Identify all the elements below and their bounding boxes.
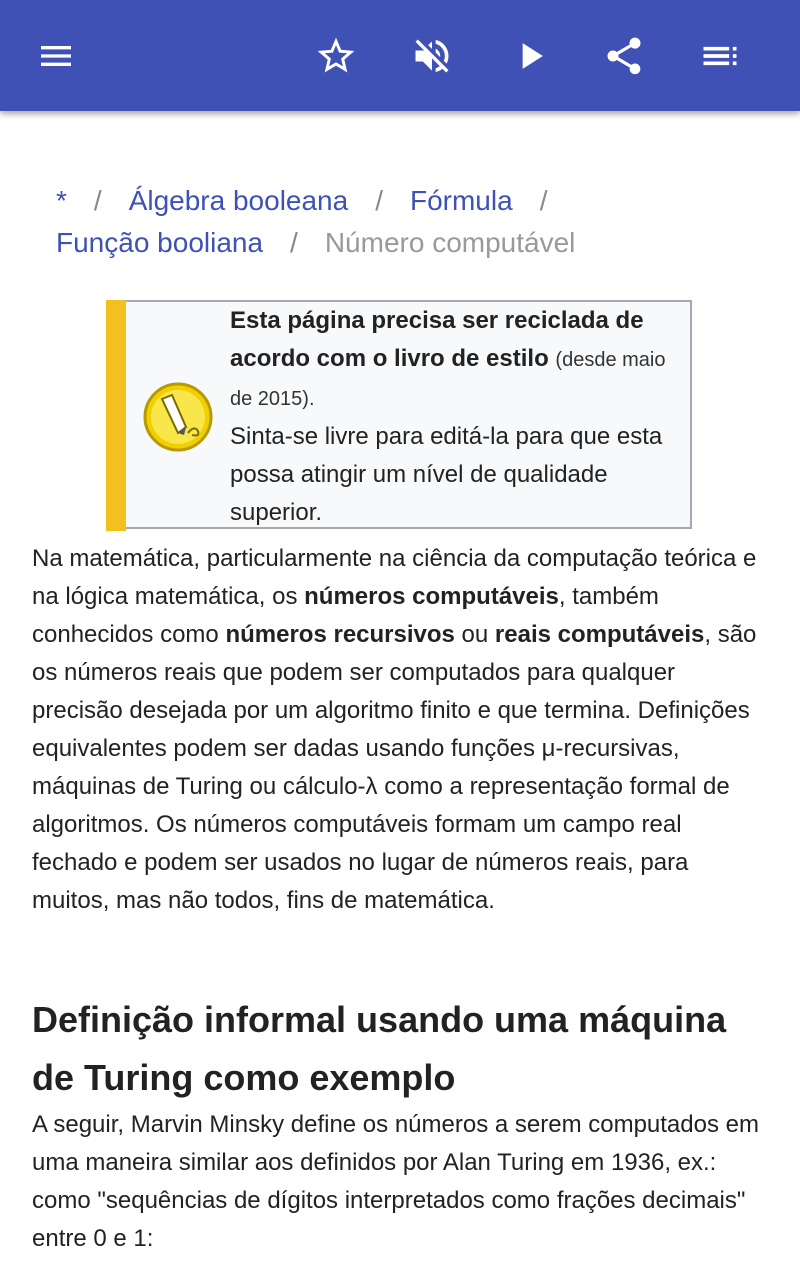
breadcrumb-separator: / bbox=[539, 185, 548, 216]
breadcrumb-item[interactable]: Fórmula bbox=[409, 185, 513, 216]
intro-bold-term: números recursivos bbox=[225, 621, 455, 648]
intro-text: , também conhecidos como bbox=[32, 583, 659, 648]
table-of-contents-icon bbox=[698, 34, 742, 78]
intro-paragraph bbox=[32, 540, 772, 920]
notice-accent-bar bbox=[106, 300, 126, 531]
notice-date: (desde maio de 2015). bbox=[230, 349, 666, 410]
star-outline-icon bbox=[314, 34, 358, 78]
notice-body: Sinta-se livre para editá-la para que esta possa atingir um nível de qualidade superior. bbox=[230, 423, 663, 526]
play-button[interactable] bbox=[502, 28, 558, 84]
breadcrumb-separator: / bbox=[290, 227, 298, 258]
mute-button[interactable] bbox=[404, 28, 460, 84]
volume-off-icon bbox=[410, 34, 454, 78]
breadcrumb-item[interactable]: Função booliana bbox=[56, 227, 264, 258]
intro-text: Na matemática, particularmente na ciência da computação teórica e na lógica matemática, os bbox=[32, 545, 757, 610]
notice-title: Esta página precisa ser reciclada de acordo com o livro de estilo bbox=[230, 307, 644, 372]
breadcrumb-item[interactable]: Álgebra booleana bbox=[128, 185, 349, 216]
contents-button[interactable] bbox=[692, 28, 748, 84]
intro-bold-term: reais computáveis bbox=[494, 621, 705, 648]
breadcrumb-separator: / bbox=[93, 185, 102, 216]
section-heading: Definição informal usando uma máquina de Turing como exemplo bbox=[32, 999, 727, 1098]
pencil-cleanup-icon bbox=[142, 381, 214, 453]
breadcrumb-item[interactable]: * bbox=[56, 185, 67, 216]
intro-bold-term: números computáveis bbox=[304, 583, 559, 610]
menu-icon bbox=[36, 36, 76, 76]
breadcrumb bbox=[56, 180, 756, 264]
share-button[interactable] bbox=[596, 28, 652, 84]
intro-text: , são os números reais que podem ser computados para qualquer precisão desejada por um algoritmo finito e que termina. Definições equivalentes podem ser dadas usando funções μ-recursivas, máquinas de Turing ou cálculo-λ como a representação formal de algoritmos. Os números computáveis formam um campo real fechado e podem ser usados no lugar de números reais, para muitos, mas não todos, fins de matemática. bbox=[32, 621, 757, 914]
section-paragraph: A seguir, Marvin Minsky define os números a serem computados em uma maneira similar aos definidos por Alan Turing em 1936, ex.: como "sequências de dígitos interpretados como frações decimais" entre 0 e 1: bbox=[32, 1111, 759, 1252]
intro-text: ou bbox=[454, 621, 495, 648]
notice-text bbox=[230, 302, 686, 532]
breadcrumb-current: Número computável bbox=[324, 227, 576, 258]
menu-button[interactable] bbox=[28, 28, 84, 84]
maintenance-notice bbox=[106, 300, 692, 529]
favorite-button[interactable] bbox=[308, 28, 364, 84]
share-icon bbox=[602, 34, 646, 78]
breadcrumb-separator: / bbox=[375, 185, 383, 216]
play-icon bbox=[508, 34, 552, 78]
app-toolbar bbox=[0, 0, 800, 111]
